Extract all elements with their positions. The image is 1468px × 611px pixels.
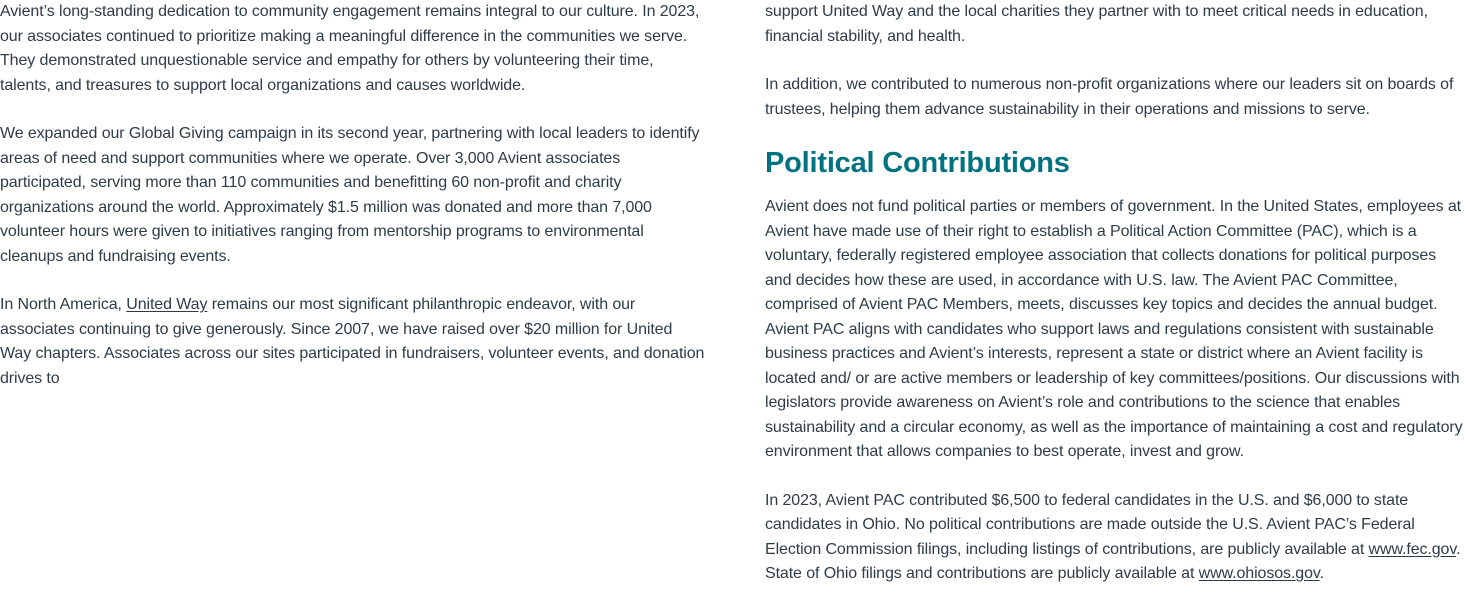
paragraph-text: remains our most significant philanthropic endeavor, with our associates continuing to give generously. Since 2007, we have raised over $20 million for United Way chapters. Associates across our sites participated in fundraisers, volunteer events, and donation drives to [0,296,705,387]
fec-gov-link[interactable]: www.fec.gov [1368,540,1457,558]
united-way-link[interactable]: United Way [126,296,208,313]
pac-contributions-paragraph [765,489,1465,587]
paragraph-text: In 2023, Avient PAC contributed $6,500 to federal candidates in the U.S. and $6,000 to state candidates in Ohio. No political contributions are made outside the U.S. Avient PAC’s Federal Election Commission filings, including listings of contributions, are publicly available at [765,491,1415,558]
paragraph-text: In North America, [0,296,127,313]
global-giving-paragraph: We expanded our Global Giving campaign in its second year, partnering with local leaders to identify areas of need and support communities where we operate. Over 3,000 Avient associates participated, serving more than 110 communities and benefitting 60 non-profit and charity organizations around the world. Approximately $1.5 million was donated and more than 7,000 volunteer hours were given to initiatives ranging from mentorship programs to environmental cleanups and fundraising events. [0,125,700,265]
right-column [765,0,1465,611]
political-contributions-heading: Political Contributions [765,147,1070,179]
pac-description-paragraph: Avient does not fund political parties or members of government. In the United States, employees at Avient have made use of their right to establish a Political Action Committee (PAC), which is a voluntary, federally registered employee association that collects donations for political purposes and decides how these are used, in accordance with U.S. law. The Avient PAC Committee, comprised of Avient PAC Members, meets, discusses key topics and decides the annual budget. Avient PAC aligns with candidates who support laws and regulations consistent with sustainable business practices and Avient’s interests, represent a state or district where an Avient facility is located and/ or are active members or leadership of key committees/positions. Our discussions with legislators provide awareness on Avient’s role and contributions to the science that enables sustainability and a circular economy, as well as the importance of maintaining a cost and regulatory environment that allows companies to best operate, invest and grow. [765,198,1463,460]
nonprofit-boards-paragraph: In addition, we contributed to numerous non-profit organizations where our leaders sit on boards of trustees, helping them advance sustainability in their operations and missions to serve. [765,76,1454,118]
ohiosos-gov-link[interactable]: www.ohiosos.gov [1198,565,1320,582]
paragraph-text: . State of Ohio filings and contributions are publicly available at [765,540,1461,582]
united-way-continuation-paragraph: support United Way and the local charities they partner with to meet critical needs in education, financial stability, and health. [765,3,1428,45]
left-column [0,0,706,415]
paragraph-text: . [1319,565,1324,582]
community-engagement-paragraph: Avient’s long-standing dedication to community engagement remains integral to our culture. In 2023, our associates continued to prioritize making a meaningful difference in the communities we serve. They demonstrated unquestionable service and empathy for others by volunteering their time, talents, and treasures to support local organizations and causes worldwide. [0,3,700,94]
united-way-paragraph [0,293,706,391]
